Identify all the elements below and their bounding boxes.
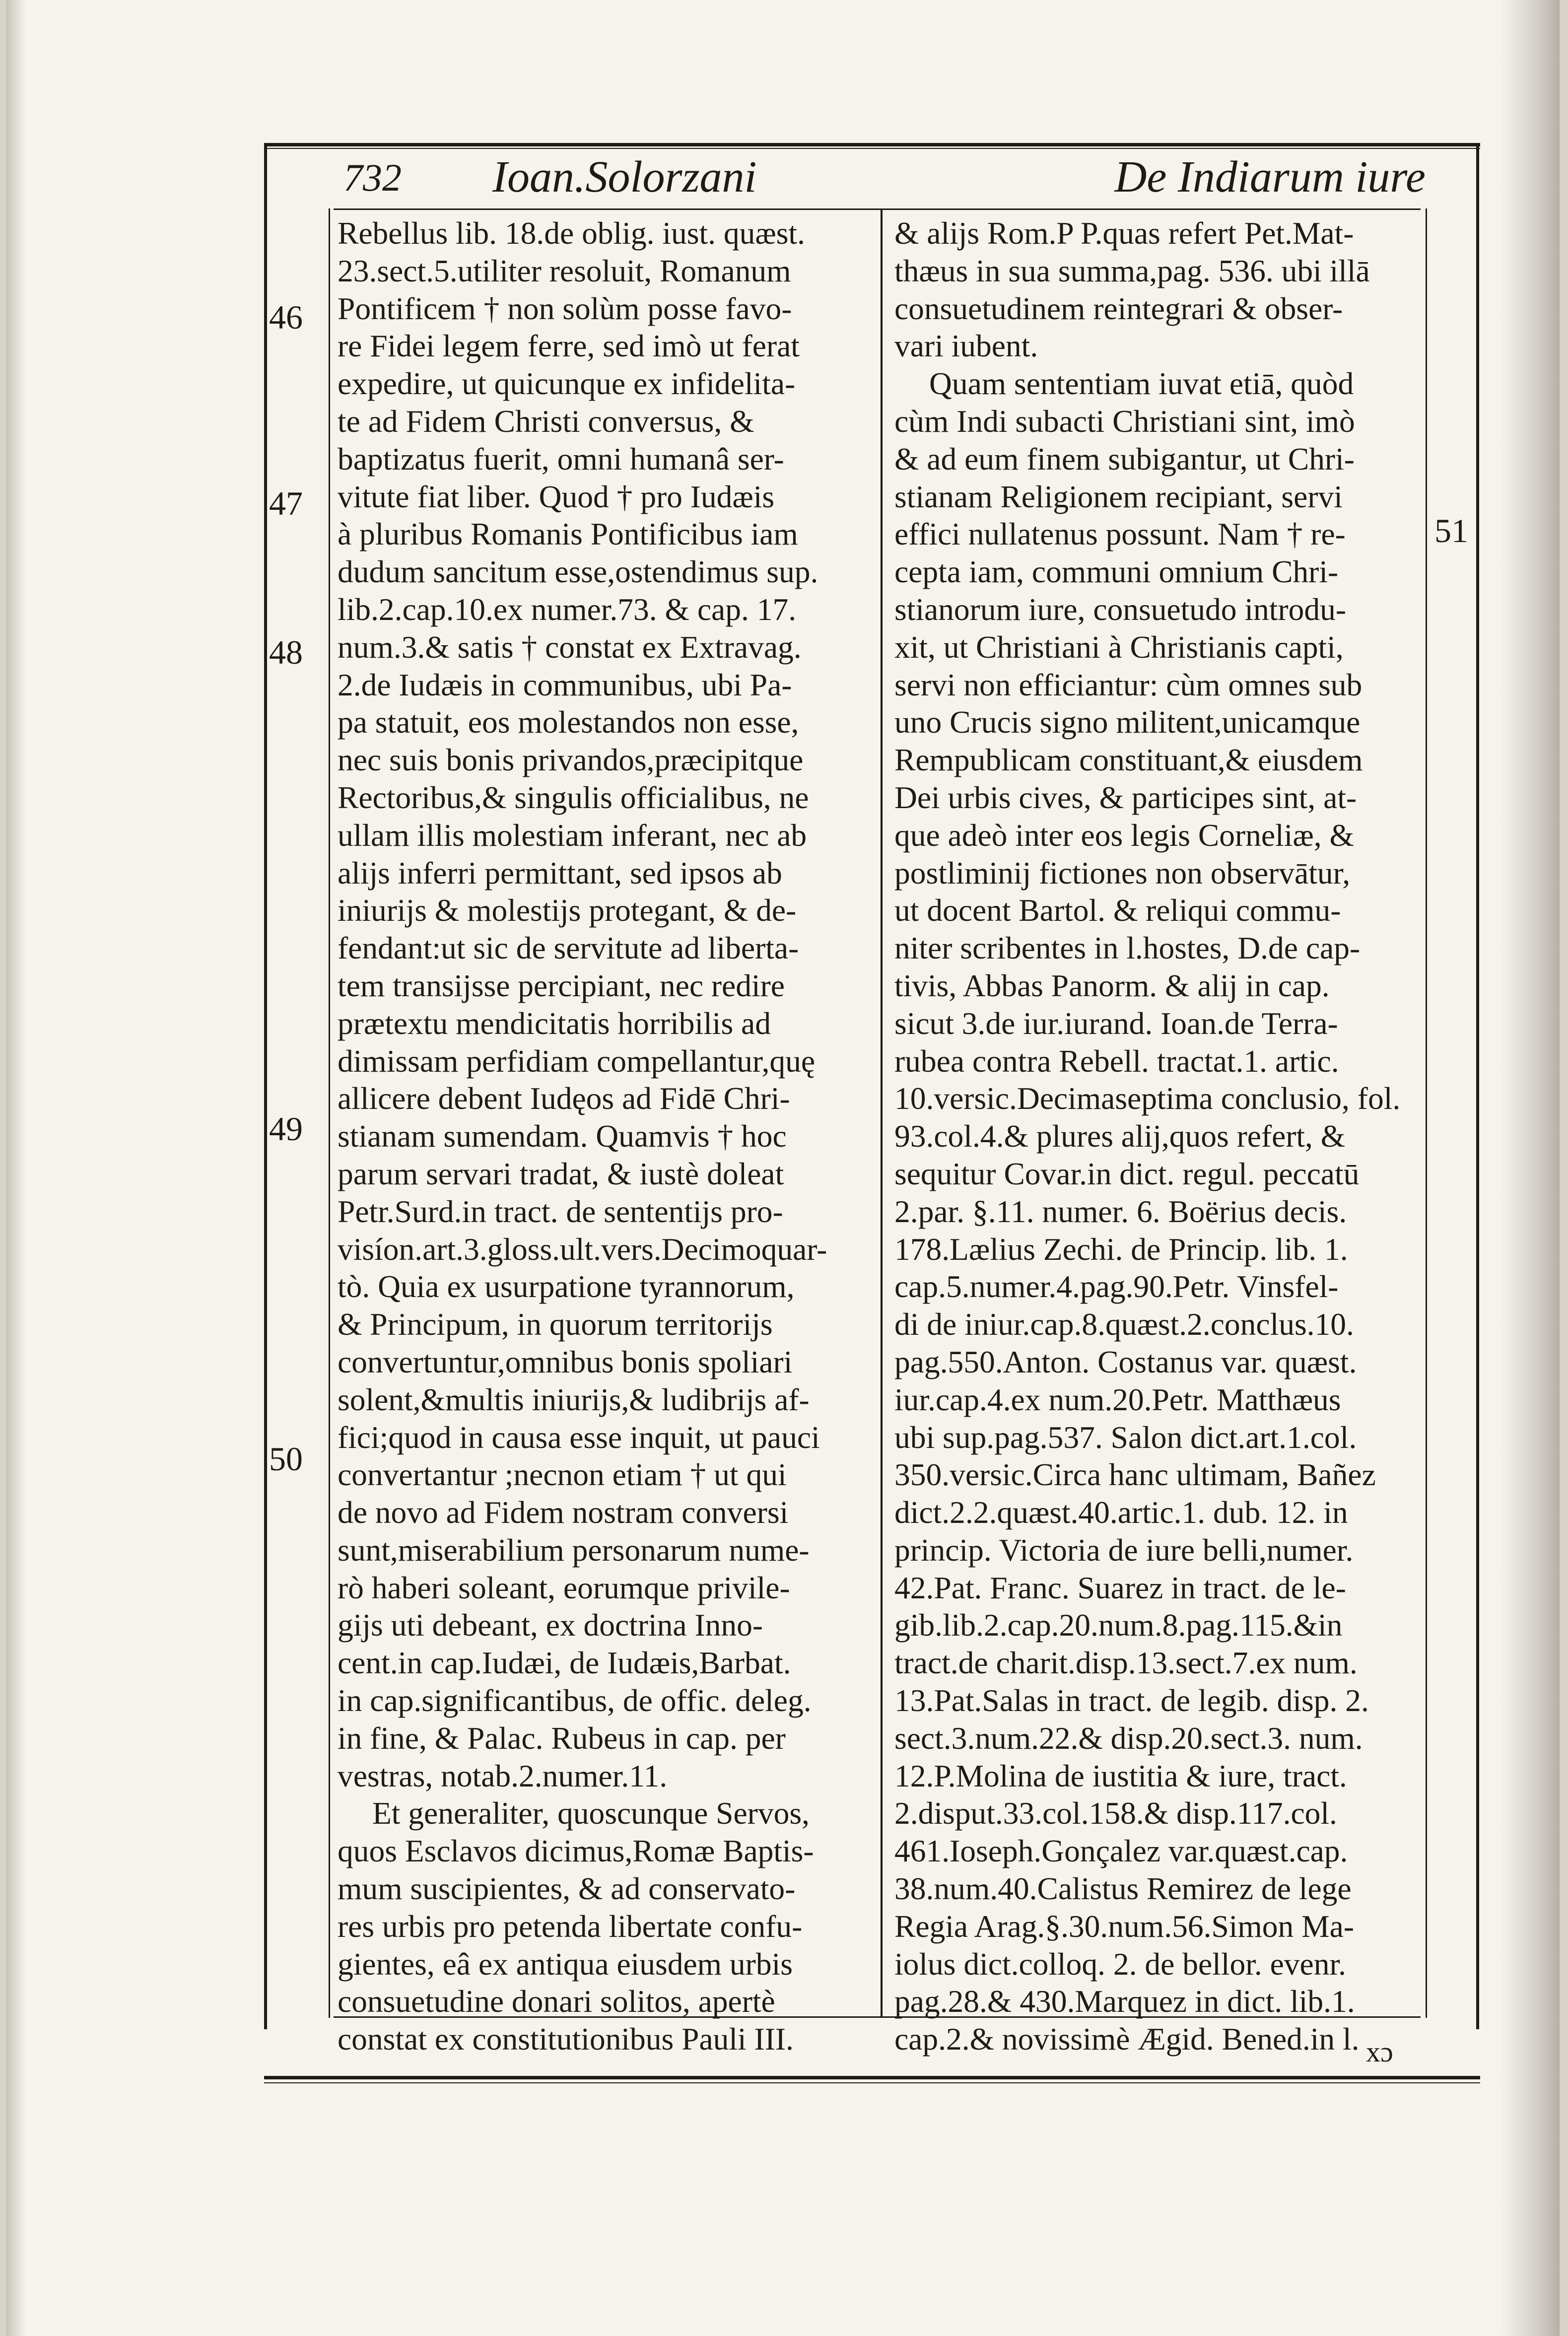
text-line: res urbis pro petenda libertate confu- xyxy=(338,1908,803,1944)
text-line: thæus in sua summa,pag. 536. ubi illā xyxy=(894,253,1370,288)
text-line: allicere debent Iudęos ad Fidē Chri- xyxy=(338,1081,790,1116)
text-line: iniurijs & molestijs protegant, & de- xyxy=(338,893,797,928)
text-line: solent,&multis iniurijs,& ludibrijs af- xyxy=(338,1381,810,1417)
running-author: Ioan.Solorzani xyxy=(492,152,757,202)
text-line: gib.lib.2.cap.20.num.8.pag.115.&in xyxy=(894,1607,1343,1643)
text-line: de novo ad Fidem nostram conversi xyxy=(338,1495,789,1530)
text-line: pa statuit, eos molestandos non esse, xyxy=(338,704,799,740)
marginal-number: 47 xyxy=(269,484,303,522)
text-line: 12.P.Molina de iustitia & iure, tract. xyxy=(894,1758,1347,1793)
text-line: que adeò inter eos legis Corneliæ, & xyxy=(894,817,1354,853)
marginal-number: 48 xyxy=(269,633,303,671)
text-line: alijs inferri permittant, sed ipsos ab xyxy=(338,855,782,891)
text-line: 13.Pat.Salas in tract. de legib. disp. 2. xyxy=(894,1683,1369,1718)
text-line: visíon.art.3.gloss.ult.vers.Decimoquar- xyxy=(338,1231,827,1267)
text-line: Quam sententiam iuvat etiā, quòd xyxy=(929,366,1354,402)
text-line: Dei urbis cives, & participes sint, at- xyxy=(894,779,1357,815)
text-line: xit, ut Christiani à Christianis capti, xyxy=(894,629,1344,665)
text-line: parum servari tradat, & iustè doleat xyxy=(338,1156,784,1191)
text-line: in fine, & Palac. Rubeus in cap. per xyxy=(338,1720,786,1756)
frame-bottom-rule xyxy=(264,2076,1480,2079)
text-line: iur.cap.4.ex num.20.Petr. Matthæus xyxy=(894,1381,1341,1417)
right-column-rule xyxy=(1426,208,1427,2018)
column-divider xyxy=(881,208,883,2018)
text-line: baptizatus fuerit, omni humanâ ser- xyxy=(338,441,784,477)
text-line: cap.5.numer.4.pag.90.Petr. Vinsfel- xyxy=(894,1269,1339,1305)
text-line: cepta iam, communi omnium Chri- xyxy=(894,554,1339,590)
text-line: tem transijsse percipiant, nec redire xyxy=(338,967,785,1003)
text-line: tivis, Abbas Panorm. & alij in cap. xyxy=(894,967,1330,1003)
text-line: te ad Fidem Christi conversus, & xyxy=(338,403,754,439)
text-line: postliminij fictiones non observātur, xyxy=(894,855,1351,891)
text-line: nec suis bonis privandos,præcipitque xyxy=(338,742,804,778)
text-line: effici nullatenus possunt. Nam † re- xyxy=(894,516,1346,552)
text-line: sunt,miserabilium personarum nume- xyxy=(338,1532,810,1568)
text-line: 350.versic.Circa hanc ultimam, Bañez xyxy=(894,1457,1376,1493)
text-line: Pontificem † non solùm posse favo- xyxy=(338,290,792,326)
text-line: rò haberi soleant, eorumque privile- xyxy=(338,1570,790,1605)
text-line: prætextu mendicitatis horribilis ad xyxy=(338,1005,771,1041)
frame-bottom-rule-thin xyxy=(264,2082,1480,2083)
text-line: tract.de charit.disp.13.sect.7.ex num. xyxy=(894,1645,1358,1681)
text-line: Rectoribus,& singulis officialibus, ne xyxy=(338,779,809,815)
page-spine-shadow xyxy=(1500,0,1560,2336)
text-line: 42.Pat. Franc. Suarez in tract. de le- xyxy=(894,1570,1346,1605)
page-number: 732 xyxy=(343,156,402,199)
text-line: vari iubent. xyxy=(894,328,1038,364)
text-line: ubi sup.pag.537. Salon dict.art.1.col. xyxy=(894,1419,1357,1455)
text-line: sicut 3.de iur.iurand. Ioan.de Terra- xyxy=(894,1005,1338,1041)
text-line: stianorum iure, consuetudo introdu- xyxy=(894,591,1346,627)
text-line: 2.disput.33.col.158.& disp.117.col. xyxy=(894,1795,1337,1831)
text-line: convertantur ;necnon etiam † ut qui xyxy=(338,1457,787,1493)
text-line: 23.sect.5.utiliter resoluit, Romanum xyxy=(338,253,791,288)
book-page xyxy=(6,0,1560,2336)
text-line: 10.versic.Decimaseptima conclusio, fol. xyxy=(894,1081,1401,1116)
text-line: vitute fiat liber. Quod † pro Iudæis xyxy=(338,479,775,514)
text-line: & Principum, in quorum territorijs xyxy=(338,1306,773,1342)
text-line: stianam sumendam. Quamvis † hoc xyxy=(338,1118,787,1154)
text-line: & alijs Rom.P P.quas refert Pet.Mat- xyxy=(894,215,1354,251)
text-line: 461.Ioseph.Gonçalez var.quæst.cap. xyxy=(894,1833,1348,1869)
text-line: tò. Quia ex usurpatione tyrannorum, xyxy=(338,1269,795,1305)
text-line: mum suscipientes, & ad conservato- xyxy=(338,1871,796,1907)
text-line: Et generaliter, quoscunque Servos, xyxy=(372,1795,810,1831)
text-line: niter scribentes in l.hostes, D.de cap- xyxy=(894,930,1361,966)
text-line: consuetudinem reintegrari & obser- xyxy=(894,290,1343,326)
text-line: 93.col.4.& plures alij,quos refert, & xyxy=(894,1118,1346,1154)
text-line: rubea contra Rebell. tractat.1. artic. xyxy=(894,1043,1339,1079)
text-line: Rebellus lib. 18.de oblig. iust. quæst. xyxy=(338,215,805,251)
text-line: di de iniur.cap.8.quæst.2.conclus.10. xyxy=(894,1306,1354,1342)
text-line: lib.2.cap.10.ex numer.73. & cap. 17. xyxy=(338,591,797,627)
text-line: quos Esclavos dicimus,Romæ Baptis- xyxy=(338,1833,814,1869)
text-line: servi non efficiantur: cùm omnes sub xyxy=(894,667,1363,702)
text-line: sect.3.num.22.& disp.20.sect.3. num. xyxy=(894,1720,1363,1756)
catchword: xɔ xyxy=(1366,2036,1393,2068)
text-line: uno Crucis signo militent,unicamque xyxy=(894,704,1361,740)
text-line: gientes, eâ ex antiqua eiusdem urbis xyxy=(338,1946,793,1982)
text-line: expedire, ut quicunque ex infidelita- xyxy=(338,366,796,402)
text-line: num.3.& satis † constat ex Extravag. xyxy=(338,629,802,665)
text-line: convertuntur,omnibus bonis spoliari xyxy=(338,1344,793,1379)
text-line: Regia Arag.§.30.num.56.Simon Ma- xyxy=(894,1908,1354,1944)
frame-top-rule-thin xyxy=(264,148,1480,149)
text-line: dimissam perfidiam compellantur,quę xyxy=(338,1043,816,1079)
text-line: gijs uti debeant, ex doctrina Inno- xyxy=(338,1607,763,1643)
text-line: ullam illis molestiam inferant, nec ab xyxy=(338,817,807,853)
text-line: vestras, notab.2.numer.11. xyxy=(338,1758,668,1793)
text-line: stianam Religionem recipiant, servi xyxy=(894,479,1343,514)
text-line: fici;quod in causa esse inquit, ut pauci xyxy=(338,1419,820,1455)
text-line: Petr.Surd.in tract. de sententijs pro- xyxy=(338,1193,783,1229)
marginal-number: 49 xyxy=(269,1110,303,1148)
text-line: princip. Victoria de iure belli,numer. xyxy=(894,1532,1354,1568)
marginal-number: 50 xyxy=(269,1440,303,1478)
left-column-text xyxy=(338,214,876,2058)
text-line: cùm Indi subacti Christiani sint, imò xyxy=(894,403,1355,439)
running-title: De Indiarum iure xyxy=(1114,152,1426,202)
text-line: iolus dict.colloq. 2. de bellor. evenr. xyxy=(894,1946,1346,1982)
text-line: cent.in cap.Iudæi, de Iudæis,Barbat. xyxy=(338,1645,791,1681)
running-header xyxy=(304,151,1445,201)
text-line: ut docent Bartol. & reliqui commu- xyxy=(894,893,1341,928)
text-line: re Fidei legem ferre, sed imò ut ferat xyxy=(338,328,800,364)
text-line: & ad eum finem subigantur, ut Chri- xyxy=(894,441,1355,477)
text-line: 178.Lælius Zechi. de Princip. lib. 1. xyxy=(894,1231,1348,1267)
right-column-text xyxy=(894,214,1422,2058)
text-line: Rempublicam constituant,& eiusdem xyxy=(894,742,1363,778)
text-line: dict.2.2.quæst.40.artic.1. dub. 12. in xyxy=(894,1495,1348,1530)
text-line: cap.2.& novissimè Ægid. Bened.in l. xyxy=(894,2021,1360,2057)
text-line: constat ex constitutionibus Pauli III. xyxy=(338,2021,794,2057)
text-line: à pluribus Romanis Pontificibus iam xyxy=(338,516,798,552)
page-left-edge xyxy=(6,0,26,2336)
text-line: pag.550.Anton. Costanus var. quæst. xyxy=(894,1344,1357,1379)
text-line: sequitur Covar.in dict. regul. peccatū xyxy=(894,1156,1360,1191)
text-line: fendant:ut sic de servitute ad liberta- xyxy=(338,930,799,966)
marginal-number: 46 xyxy=(269,298,303,336)
text-line: consuetudine donari solitos, apertè xyxy=(338,1984,775,2019)
frame-top-rule xyxy=(264,143,1480,146)
text-line: 2.de Iudæis in communibus, ubi Pa- xyxy=(338,667,792,702)
text-line: 38.num.40.Calistus Remirez de lege xyxy=(894,1871,1352,1907)
left-column-rule xyxy=(329,208,330,2018)
text-line: pag.28.& 430.Marquez in dict. lib.1. xyxy=(894,1984,1355,2019)
text-line: in cap.significantibus, de offic. deleg. xyxy=(338,1683,812,1718)
column-top-rule xyxy=(334,208,1421,210)
frame-right-rule xyxy=(1476,143,1479,2029)
frame-left-rule xyxy=(264,143,267,2029)
marginal-number: 51 xyxy=(1434,512,1468,550)
text-line: dudum sancitum esse,ostendimus sup. xyxy=(338,554,818,590)
text-line: 2.par. §.11. numer. 6. Boërius decis. xyxy=(894,1193,1347,1229)
